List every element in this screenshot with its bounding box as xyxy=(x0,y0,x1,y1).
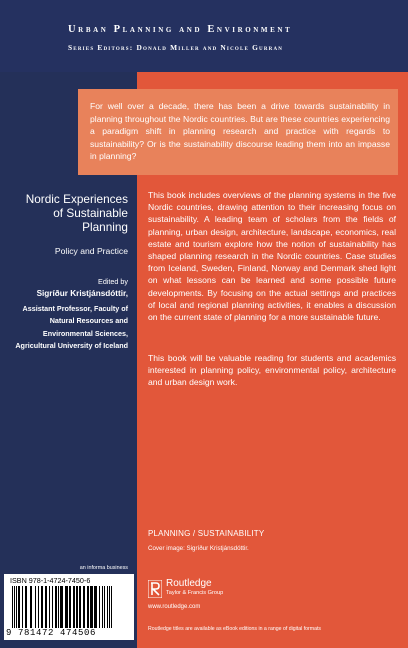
barcode-bar xyxy=(49,586,50,628)
book-title: Nordic Experiences of Sustainable Planning xyxy=(25,192,128,235)
barcode-bar xyxy=(18,586,20,628)
routledge-r-icon xyxy=(148,580,162,598)
subject-category: PLANNING / SUSTAINABILITY xyxy=(148,529,265,538)
barcode-bar xyxy=(65,586,68,628)
barcode-bar xyxy=(12,586,13,628)
barcode-bar xyxy=(94,586,97,628)
edited-by-label: Edited by xyxy=(98,277,128,286)
series-title: Urban Planning and Environment xyxy=(68,24,293,35)
barcode-digits: 9 781472 474506 xyxy=(6,628,97,638)
isbn-label: ISBN 978-1-4724-7450-6 xyxy=(10,576,91,585)
informa-business-label: an informa business xyxy=(79,565,128,571)
editor-affiliation: Assistant Professor, Faculty of Natural Resources and Environmental Sciences, Agricultural University of Iceland xyxy=(15,304,128,351)
barcode-bar xyxy=(107,586,108,628)
barcode-bar xyxy=(35,586,36,628)
barcode-bar xyxy=(76,586,78,628)
barcode-bar xyxy=(60,586,63,628)
barcode-bar xyxy=(16,586,17,628)
barcode-bar xyxy=(104,586,105,628)
intro-text: For well over a decade, there has been a drive towards sustainability in planning throughout the Nordic countries. But are these countries experiencing a paradigm shift in planning research and practice with regards to sustainability? Or is the sustainability discourse leading them into an impasse in planning? xyxy=(90,101,390,162)
barcode-bar xyxy=(41,586,43,628)
barcode-bar xyxy=(73,586,75,628)
barcode-bar xyxy=(79,586,81,628)
barcode-bar xyxy=(83,586,85,628)
barcode-bar xyxy=(90,586,93,628)
barcode-bar xyxy=(58,586,59,628)
publisher-group: Taylor & Francis Group xyxy=(166,590,224,596)
barcode-bar xyxy=(14,586,15,628)
barcode-bar xyxy=(30,586,32,628)
barcode-bar xyxy=(102,586,103,628)
description-paragraph-1: This book includes overviews of the planning systems in the five Nordic countries, drawing attention to their increasing focus on sustainability. A leading team of scholars from the fields of planning, urban design, architecture, landscape, economics, real estate and tourism explore how the notion of sustainability has shaped planning research in the Nordic countries. Case studies from Iceland, Sweden, Finland, Norway and Denmark shed light on what lessons can be learned and some possible future developments. By focusing on the actual settings and practices of local and regional planning activities, it enables a discussion on the current state of planning for a more sustainable future. xyxy=(148,190,396,323)
publisher-website: www.routledge.com xyxy=(148,604,201,610)
barcode-bar xyxy=(45,586,47,628)
description-paragraph-2: This book will be valuable reading for students and academics interested in planning policy, environmental policy, architecture and urban design work. xyxy=(148,353,396,388)
barcode-bar xyxy=(69,586,71,628)
barcode-panel xyxy=(4,574,134,640)
series-header xyxy=(0,0,408,72)
cover-image-credit: Cover image: Sigríður Kristjánsdóttir. xyxy=(148,545,249,552)
barcode-bar xyxy=(52,586,53,628)
barcode-bar xyxy=(99,586,100,628)
ebook-note: Routledge titles are available as eBook editions in a range of digital formats xyxy=(148,626,322,632)
editor-name: Sigríður Kristjánsdóttir, xyxy=(36,289,128,298)
barcode-bar xyxy=(111,586,112,628)
barcode-icon xyxy=(10,586,128,628)
publisher-name: Routledge xyxy=(166,578,212,589)
barcode-bar xyxy=(25,586,27,628)
series-editors: Series Editors: Donald Miller and Nicole Gurran xyxy=(68,43,284,52)
barcode-bar xyxy=(109,586,110,628)
barcode-bar xyxy=(55,586,57,628)
barcode-bar xyxy=(22,586,23,628)
barcode-bar xyxy=(87,586,89,628)
barcode-bar xyxy=(38,586,39,628)
book-subtitle: Policy and Practice xyxy=(54,246,128,256)
